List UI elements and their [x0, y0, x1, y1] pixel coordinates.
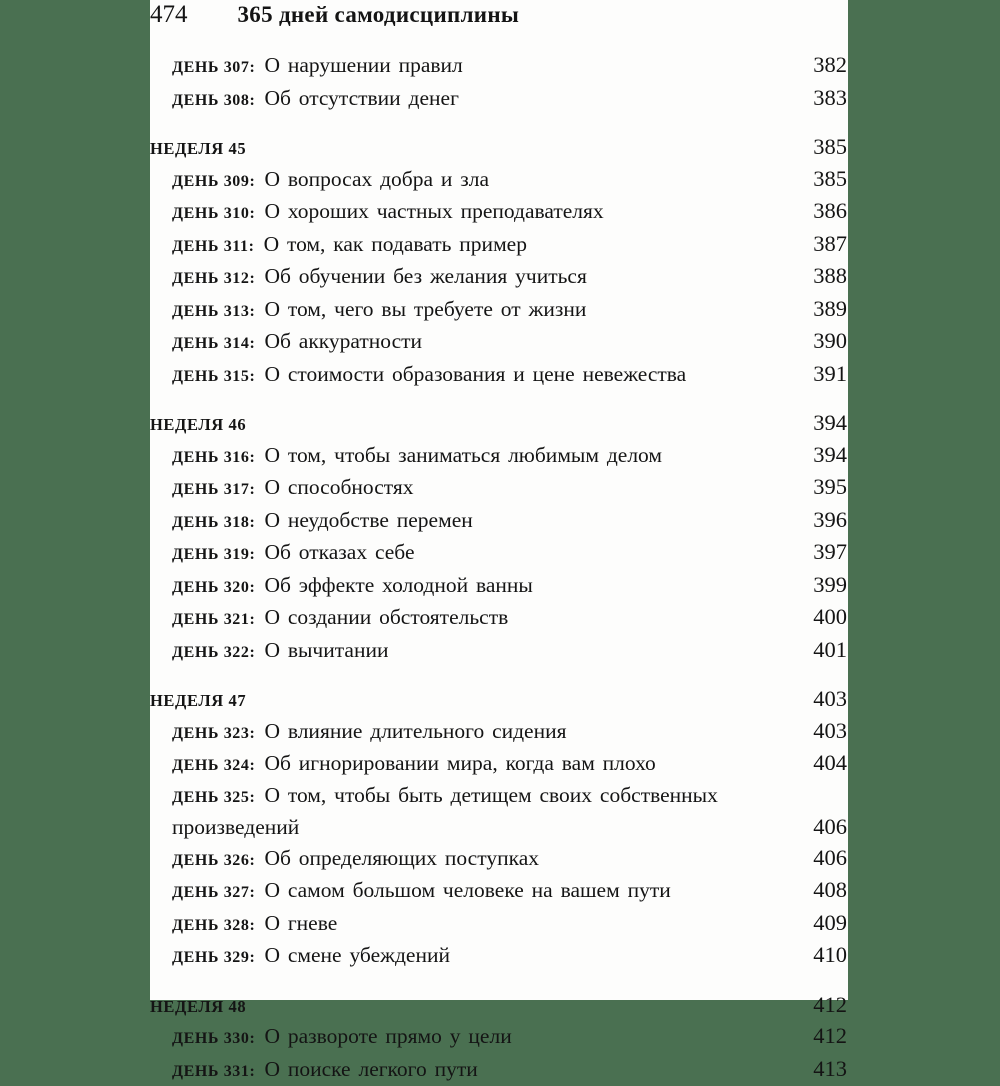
- day-label: ДЕНЬ 323:: [172, 719, 255, 749]
- entry-title: О вопросах добра и зла: [264, 165, 489, 195]
- entry-title: О том, как подавать пример: [264, 230, 527, 260]
- toc-day-row: [150, 505, 848, 538]
- day-label: ДЕНЬ 331:: [172, 1057, 255, 1086]
- entry-page-number: 386: [813, 196, 848, 226]
- entry-page-number: 403: [813, 684, 848, 714]
- toc-week-row: [150, 990, 848, 1022]
- entry-page-number: 391: [813, 359, 848, 389]
- toc-day-row: [150, 748, 848, 781]
- day-label: ДЕНЬ 329:: [172, 943, 255, 973]
- toc-day-row: [150, 50, 848, 83]
- day-label: ДЕНЬ 312:: [172, 264, 255, 294]
- entry-page-number: 400: [813, 602, 848, 632]
- day-label: ДЕНЬ 321:: [172, 605, 255, 635]
- toc-day-row: [150, 635, 848, 668]
- toc-day-row: [150, 83, 848, 116]
- day-label: ДЕНЬ 326:: [172, 846, 255, 876]
- entry-page-number: 394: [813, 408, 848, 438]
- entry-title: Об определяющих поступках: [264, 844, 539, 874]
- toc-day-row: [150, 570, 848, 603]
- day-label: ДЕНЬ 324:: [172, 751, 255, 781]
- entry-title: О создании обстоятельств: [264, 603, 508, 633]
- entry-title: О хороших частных преподавателях: [264, 197, 603, 227]
- entry-page-number: 396: [813, 505, 848, 535]
- entry-page-number: 390: [813, 326, 848, 356]
- entry-page-number: 394: [813, 440, 848, 470]
- entry-page-number: 397: [813, 537, 848, 567]
- toc-day-row: [150, 261, 848, 294]
- day-label: ДЕНЬ 328:: [172, 911, 255, 941]
- running-title: 365 дней самодисциплины: [238, 2, 520, 28]
- toc-day-row: [150, 294, 848, 327]
- toc-continuation-row: [150, 812, 848, 843]
- toc-day-row: [150, 1054, 848, 1086]
- entry-title: Об обучении без желания учиться: [264, 262, 586, 292]
- entry-title: О неудобстве перемен: [264, 506, 472, 536]
- week-label: НЕДЕЛЯ 48: [150, 992, 246, 1022]
- toc-day-row: [150, 1021, 848, 1054]
- entry-title: Об аккуратности: [264, 327, 422, 357]
- day-label: ДЕНЬ 314:: [172, 329, 255, 359]
- toc-day-row: [150, 196, 848, 229]
- page-header: [150, 0, 848, 50]
- folio-page-number: 474: [150, 1, 188, 29]
- entry-page-number: 385: [813, 132, 848, 162]
- toc-day-row: [150, 940, 848, 973]
- day-label: ДЕНЬ 313:: [172, 297, 255, 327]
- entry-page-number: 401: [813, 635, 848, 665]
- entry-title: Об отказах себе: [264, 538, 414, 568]
- toc-week-row: [150, 684, 848, 716]
- entry-title: О самом большом человеке на вашем пути: [264, 876, 670, 906]
- entry-page-number: 412: [813, 1021, 848, 1051]
- entry-page-number: 409: [813, 908, 848, 938]
- entry-title: О том, чтобы заниматься любимым делом: [264, 441, 662, 471]
- toc-week-row: [150, 408, 848, 440]
- entry-page-number: 413: [813, 1054, 848, 1084]
- entry-page-number: 383: [813, 83, 848, 113]
- day-label: ДЕНЬ 316:: [172, 443, 255, 473]
- entry-page-number: 388: [813, 261, 848, 291]
- day-label: ДЕНЬ 318:: [172, 508, 255, 538]
- day-label: ДЕНЬ 308:: [172, 86, 255, 116]
- entry-title: О способностях: [264, 473, 413, 503]
- entry-page-number: 399: [813, 570, 848, 600]
- entry-title: О гневе: [264, 909, 337, 939]
- entry-page-number: 382: [813, 50, 848, 80]
- toc-day-row: [150, 602, 848, 635]
- toc-day-row: [150, 164, 848, 197]
- entry-title: Об отсутствии денег: [264, 84, 458, 114]
- entry-title: О том, чтобы быть детищем своих собственных: [264, 781, 717, 811]
- day-label: ДЕНЬ 327:: [172, 878, 255, 908]
- entry-title: О смене убеждений: [264, 941, 450, 971]
- week-label: НЕДЕЛЯ 46: [150, 410, 246, 440]
- toc-day-row: [150, 440, 848, 473]
- entry-page-number: 408: [813, 875, 848, 905]
- entry-title: О стоимости образования и цене невежества: [264, 360, 686, 390]
- toc-list: [150, 50, 848, 1086]
- day-label: ДЕНЬ 319:: [172, 540, 255, 570]
- entry-title: О вычитании: [264, 636, 388, 666]
- day-label: ДЕНЬ 307:: [172, 53, 255, 83]
- entry-page-number: 389: [813, 294, 848, 324]
- day-label: ДЕНЬ 309:: [172, 167, 255, 197]
- toc-day-row: [150, 359, 848, 392]
- toc-week-row: [150, 132, 848, 164]
- toc-day-row: [150, 472, 848, 505]
- week-label: НЕДЕЛЯ 47: [150, 686, 246, 716]
- entry-page-number: 412: [813, 990, 848, 1020]
- week-label: НЕДЕЛЯ 45: [150, 134, 246, 164]
- entry-title: О влияние длительного сидения: [264, 717, 566, 747]
- day-label: ДЕНЬ 320:: [172, 573, 255, 603]
- book-page: [150, 0, 848, 1000]
- entry-page-number: 406: [813, 843, 848, 873]
- day-label: ДЕНЬ 325:: [172, 783, 255, 813]
- toc-day-row: [150, 537, 848, 570]
- entry-page-number: 403: [813, 716, 848, 746]
- entry-title: Об игнорировании мира, когда вам плохо: [264, 749, 655, 779]
- toc-day-row: [150, 229, 848, 262]
- entry-page-number: 404: [813, 748, 848, 778]
- entry-title: О том, чего вы требуете от жизни: [264, 295, 586, 325]
- entry-page-number: 387: [813, 229, 848, 259]
- day-label: ДЕНЬ 315:: [172, 362, 255, 392]
- day-label: ДЕНЬ 330:: [172, 1024, 255, 1054]
- entry-title: Об эффекте холодной ванны: [264, 571, 532, 601]
- entry-page-number: 410: [813, 940, 848, 970]
- day-label: ДЕНЬ 311:: [172, 232, 255, 262]
- entry-title: О развороте прямо у цели: [264, 1022, 511, 1052]
- toc-day-row: [150, 875, 848, 908]
- entry-title: О нарушении правил: [264, 51, 462, 81]
- toc-day-row: [150, 781, 848, 813]
- toc-day-row: [150, 843, 848, 876]
- entry-page-number: 385: [813, 164, 848, 194]
- toc-day-row: [150, 716, 848, 749]
- day-label: ДЕНЬ 310:: [172, 199, 255, 229]
- day-label: ДЕНЬ 317:: [172, 475, 255, 505]
- entry-title: произведений: [172, 813, 299, 843]
- entry-title: О поиске легкого пути: [264, 1055, 477, 1085]
- day-label: ДЕНЬ 322:: [172, 638, 255, 668]
- toc-day-row: [150, 908, 848, 941]
- toc-day-row: [150, 326, 848, 359]
- entry-page-number: 395: [813, 472, 848, 502]
- entry-page-number: 406: [813, 812, 848, 842]
